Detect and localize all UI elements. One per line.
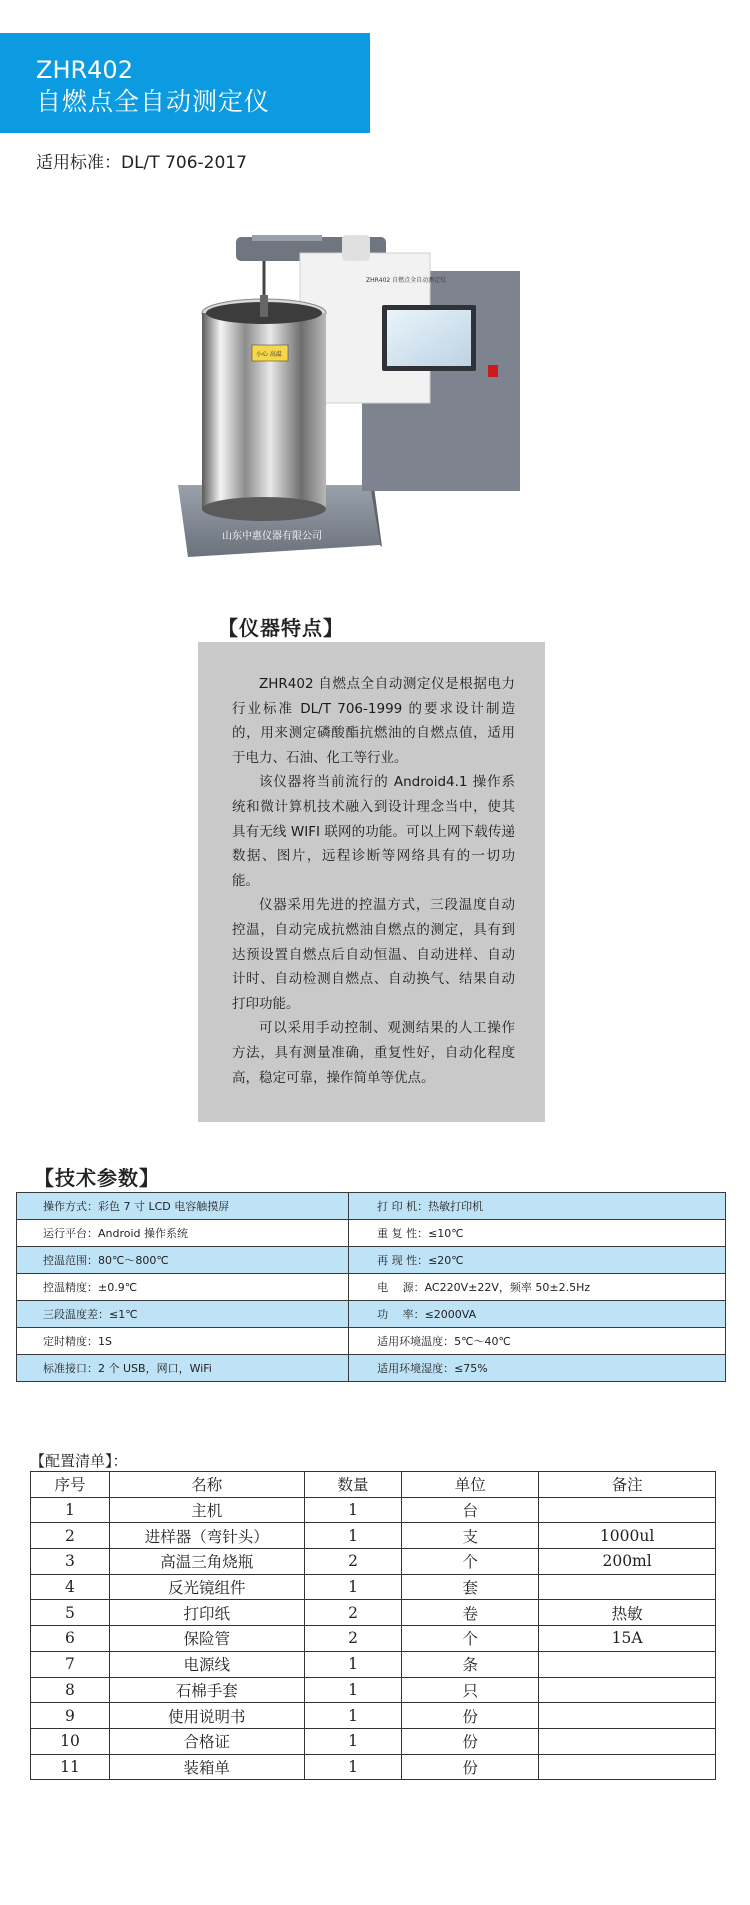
column-header: 序号	[31, 1472, 110, 1498]
table-cell: 5	[31, 1600, 110, 1626]
table-cell: 10	[31, 1728, 110, 1754]
table-cell: 9	[31, 1703, 110, 1729]
table-cell: 11	[31, 1754, 110, 1780]
column-header: 备注	[539, 1472, 716, 1498]
product-model: ZHR402	[36, 56, 133, 84]
table-cell: 份	[402, 1728, 539, 1754]
table-row	[31, 1703, 716, 1729]
title-banner	[0, 33, 370, 133]
table-cell: 2	[304, 1626, 402, 1652]
param-cell: 标准接口：2 个 USB，网口，WiFi	[17, 1355, 349, 1382]
table-row	[31, 1497, 716, 1523]
table-cell: 1	[304, 1728, 402, 1754]
steel-furnace	[202, 313, 326, 509]
table-cell: 石棉手套	[109, 1677, 304, 1703]
table-cell: 1	[304, 1703, 402, 1729]
table-cell: 1	[304, 1651, 402, 1677]
features-paragraph: 仪器采用先进的控温方式，三段温度自动控温，自动完成抗燃油自燃点的测定，具有到达预设置自燃点后自动恒温、自动进样、自动计时、自动检测自燃点、自动换气、结果自动打印功能。	[232, 897, 515, 1012]
table-cell: 使用说明书	[109, 1703, 304, 1729]
param-cell: 电 源：AC220V±22V，频率 50±2.5Hz	[349, 1274, 726, 1301]
config-list-table	[30, 1471, 716, 1780]
features-paragraph: 该仪器将当前流行的 Android4.1 操作系统和微计算机技术融入到设计理念当中，使其具有无线 WIFI 联网的功能。可以上网下载传递数据、图片，远程诊断等网络具有的一切功能。	[232, 774, 515, 889]
table-cell: 主机	[109, 1497, 304, 1523]
table-cell	[539, 1651, 716, 1677]
param-cell: 运行平台：Android 操作系统	[17, 1220, 349, 1247]
table-cell	[539, 1497, 716, 1523]
tech-params-table	[16, 1192, 726, 1382]
table-cell: 1	[304, 1523, 402, 1549]
table-cell: 6	[31, 1626, 110, 1652]
table-row	[17, 1328, 726, 1355]
table-cell: 反光镜组件	[109, 1574, 304, 1600]
table-cell: 1	[304, 1574, 402, 1600]
param-cell: 控温范围：80℃～800℃	[17, 1247, 349, 1274]
table-cell: 8	[31, 1677, 110, 1703]
param-cell: 再 现 性：≤20℃	[349, 1247, 726, 1274]
column-header: 名称	[109, 1472, 304, 1498]
param-cell: 操作方式：彩色 7 寸 LCD 电容触摸屏	[17, 1193, 349, 1220]
tech-params-heading: 【技术参数】	[34, 1166, 160, 1190]
table-cell: 4	[31, 1574, 110, 1600]
table-row	[31, 1728, 716, 1754]
svg-text:小心 高温: 小心 高温	[256, 351, 282, 358]
param-cell: 定时精度：1S	[17, 1328, 349, 1355]
param-cell: 重 复 性：≤10℃	[349, 1220, 726, 1247]
config-list-label: 【配置清单】：	[30, 1452, 128, 1470]
table-row	[31, 1574, 716, 1600]
base-label: 山东中惠仪器有限公司	[222, 531, 322, 542]
table-cell: 2	[304, 1600, 402, 1626]
table-cell: 份	[402, 1703, 539, 1729]
power-switch	[488, 365, 498, 377]
table-row	[31, 1626, 716, 1652]
table-cell: 只	[402, 1677, 539, 1703]
table-cell: 台	[402, 1497, 539, 1523]
table-cell	[539, 1574, 716, 1600]
table-cell: 电源线	[109, 1651, 304, 1677]
table-header-row	[31, 1472, 716, 1498]
table-row	[31, 1600, 716, 1626]
table-row	[17, 1274, 726, 1301]
table-row	[31, 1754, 716, 1780]
table-cell: 个	[402, 1549, 539, 1575]
table-row	[17, 1301, 726, 1328]
table-cell: 1	[304, 1497, 402, 1523]
table-row	[31, 1549, 716, 1575]
table-cell: 份	[402, 1754, 539, 1780]
table-cell: 15A	[539, 1626, 716, 1652]
features-paragraph: ZHR402 自燃点全自动测定仪是根据电力行业标准 DL/T 706-1999 的要求设计制造的，用来测定磷酸酯抗燃油的自燃点值，适用于电力、石油、化工等行业。	[232, 676, 515, 766]
param-cell: 适用环境温度：5℃～40℃	[349, 1328, 726, 1355]
table-cell: 热敏	[539, 1600, 716, 1626]
table-row	[31, 1523, 716, 1549]
table-cell: 2	[304, 1549, 402, 1575]
column-header: 数量	[304, 1472, 402, 1498]
table-row	[17, 1355, 726, 1382]
table-cell: 3	[31, 1549, 110, 1575]
table-cell: 装箱单	[109, 1754, 304, 1780]
table-row	[17, 1220, 726, 1247]
features-heading: 【仪器特点】	[218, 616, 344, 640]
table-cell	[539, 1728, 716, 1754]
table-cell: 7	[31, 1651, 110, 1677]
table-row	[17, 1193, 726, 1220]
table-cell: 合格证	[109, 1728, 304, 1754]
table-row	[17, 1247, 726, 1274]
table-row	[31, 1651, 716, 1677]
table-cell: 个	[402, 1626, 539, 1652]
table-cell: 1	[31, 1497, 110, 1523]
table-row	[31, 1677, 716, 1703]
table-cell	[539, 1754, 716, 1780]
product-name: 自燃点全自动测定仪	[36, 87, 271, 116]
table-cell: 1	[304, 1754, 402, 1780]
param-cell: 三段温度差：≤1℃	[17, 1301, 349, 1328]
column-header: 单位	[402, 1472, 539, 1498]
table-cell: 卷	[402, 1600, 539, 1626]
param-cell: 适用环境湿度：≤75%	[349, 1355, 726, 1382]
param-cell: 打 印 机：热敏打印机	[349, 1193, 726, 1220]
device-label: ZHR402 自燃点全自动测定仪	[366, 277, 447, 284]
applicable-standard: 适用标准：DL/T 706-2017	[36, 153, 247, 173]
table-cell: 进样器（弯针头）	[109, 1523, 304, 1549]
param-cell: 功 率：≤2000VA	[349, 1301, 726, 1328]
table-cell: 2	[31, 1523, 110, 1549]
table-cell	[539, 1703, 716, 1729]
table-cell: 套	[402, 1574, 539, 1600]
features-box	[198, 642, 545, 1122]
table-cell: 1	[304, 1677, 402, 1703]
table-cell: 条	[402, 1651, 539, 1677]
table-cell: 保险管	[109, 1626, 304, 1652]
table-cell: 高温三角烧瓶	[109, 1549, 304, 1575]
table-cell	[539, 1677, 716, 1703]
features-paragraph: 可以采用手动控制、观测结果的人工操作方法，具有测量准确，重复性好，自动化程度高，稳定可靠，操作简单等优点。	[232, 1020, 515, 1086]
table-cell: 打印纸	[109, 1600, 304, 1626]
table-cell: 200ml	[539, 1549, 716, 1575]
table-cell: 1000ul	[539, 1523, 716, 1549]
param-cell: 控温精度：±0.9℃	[17, 1274, 349, 1301]
table-cell: 支	[402, 1523, 539, 1549]
product-image	[170, 235, 570, 570]
